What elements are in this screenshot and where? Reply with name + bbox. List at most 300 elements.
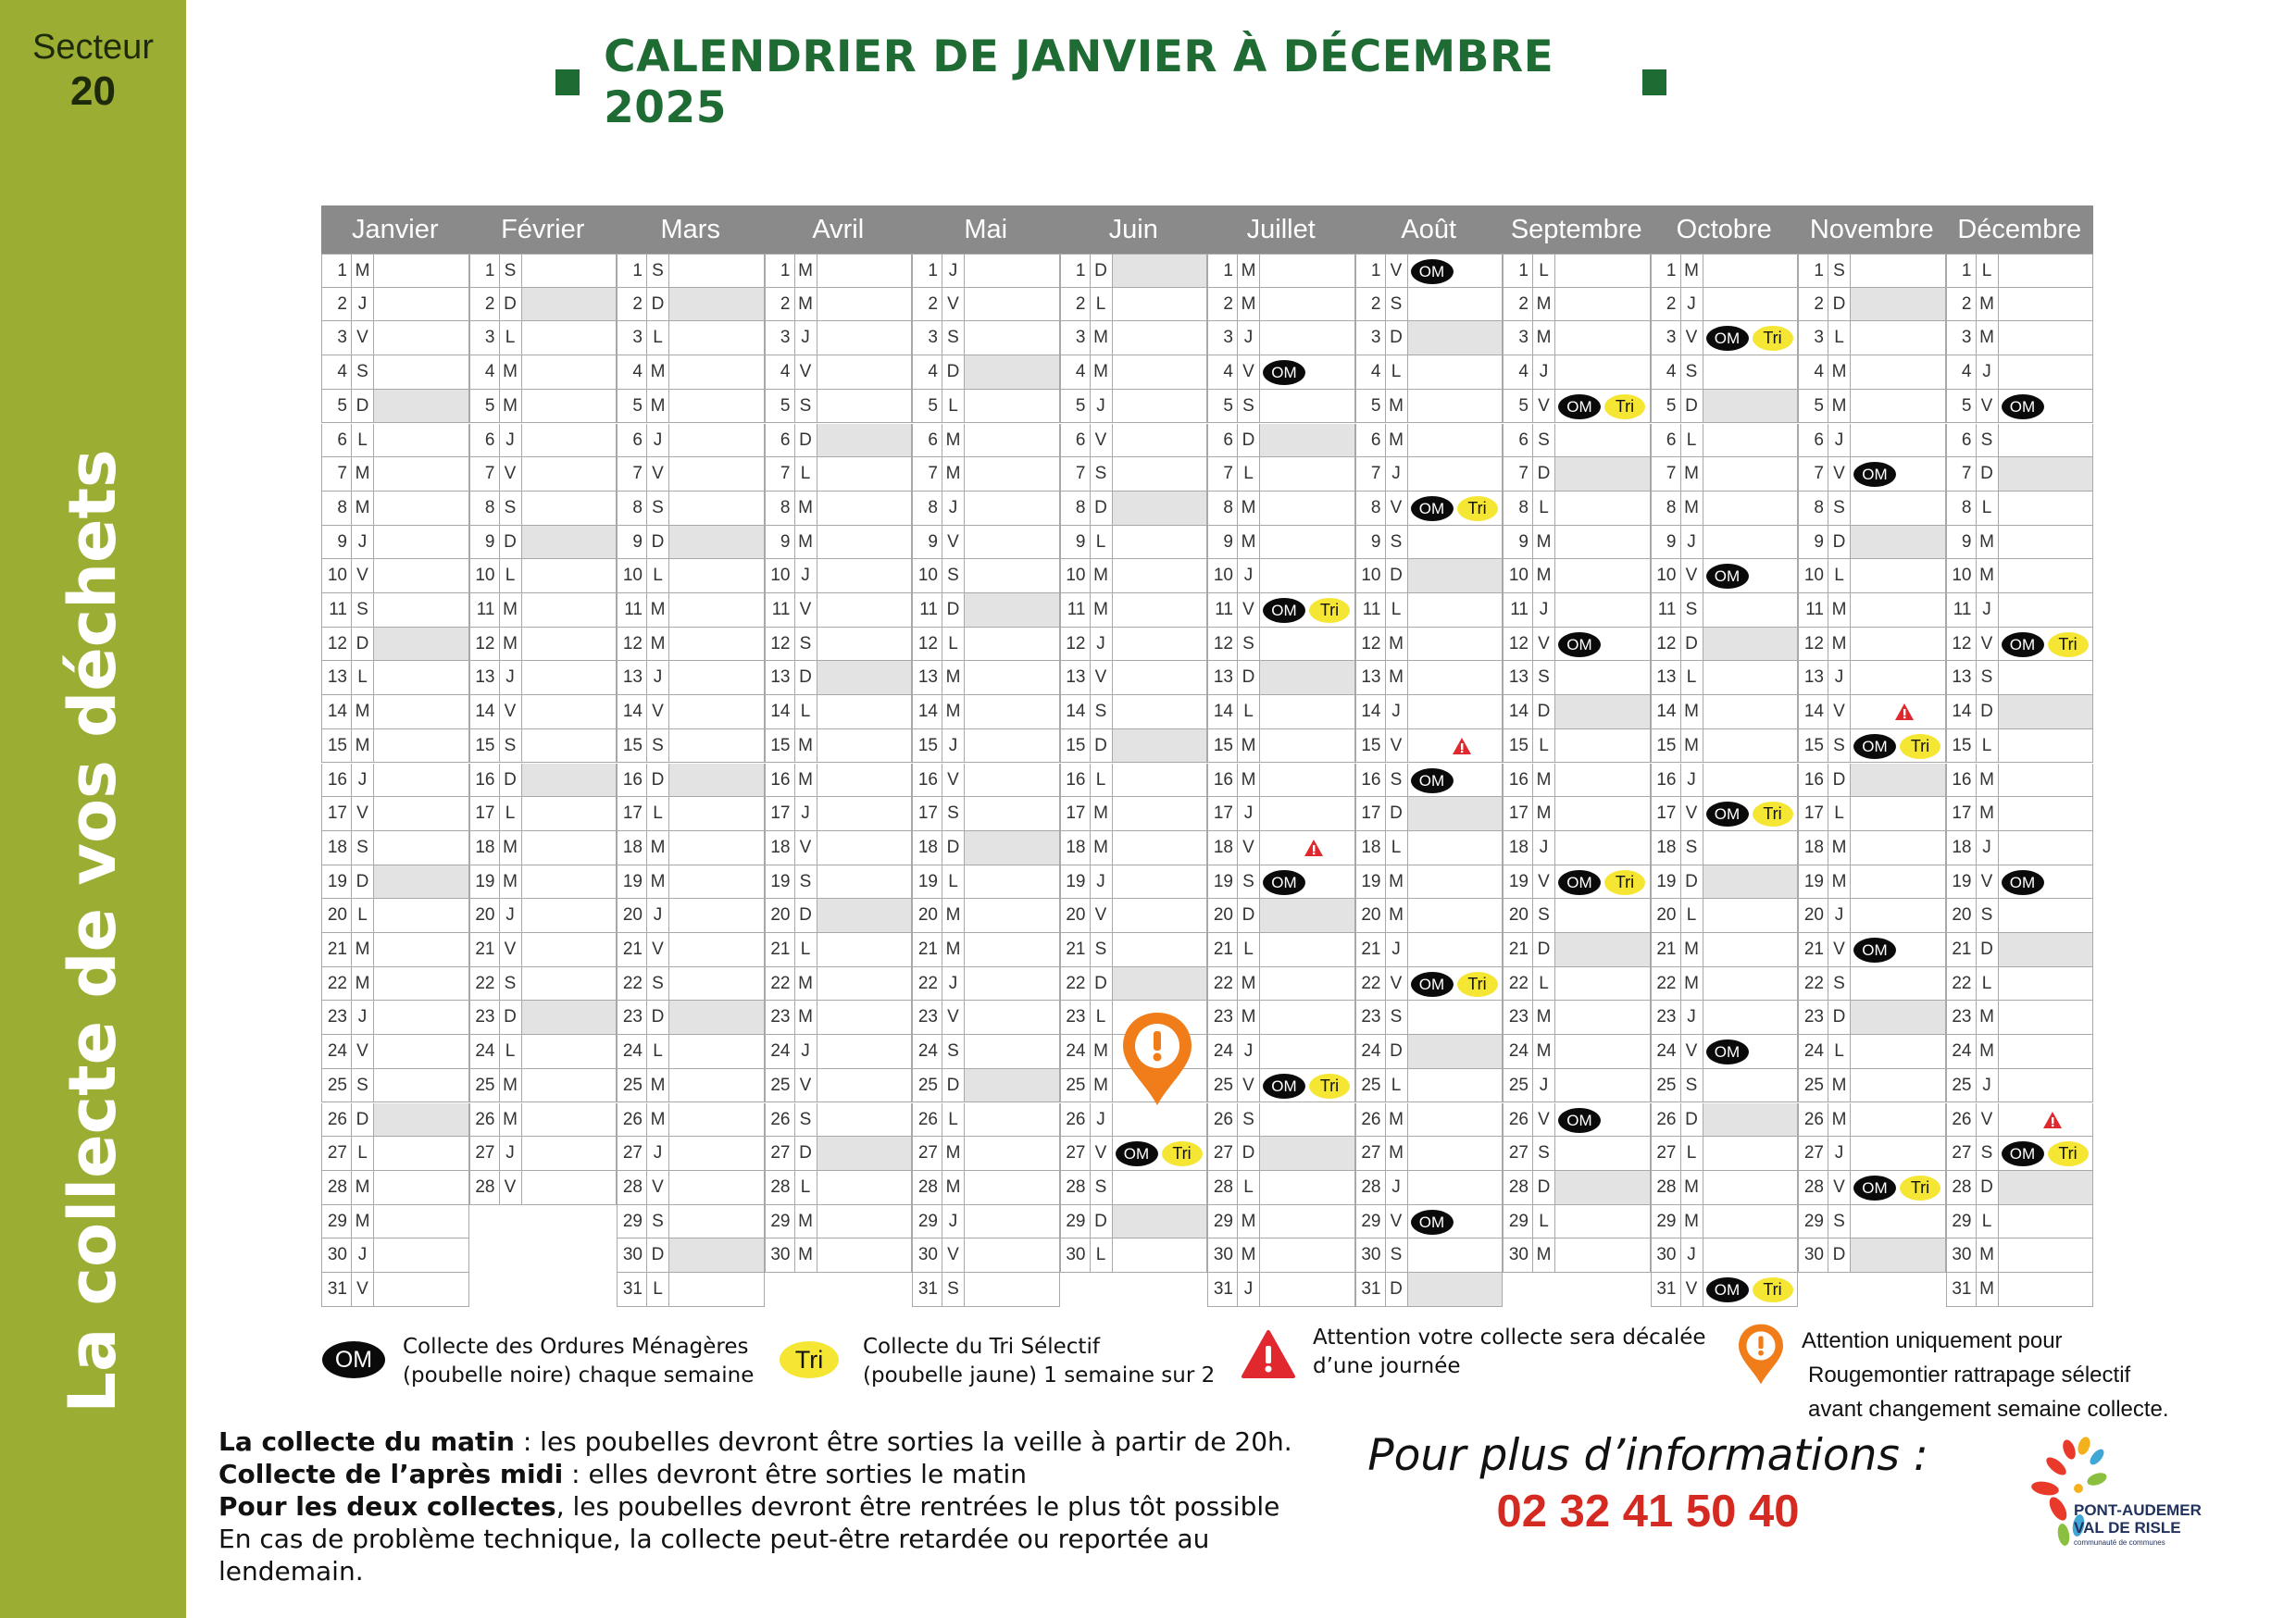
day-letter: J: [1681, 1001, 1703, 1034]
day-row: [1207, 288, 1355, 322]
day-row: [617, 1035, 765, 1069]
day-number: 25: [1798, 1069, 1828, 1102]
day-number: 2: [1355, 288, 1386, 321]
day-number: 21: [1651, 933, 1681, 966]
legend-pin-line1: Attention uniquement pour: [1802, 1328, 2063, 1353]
legend-om-badge: OM: [322, 1341, 385, 1378]
day-letter: L: [500, 1035, 522, 1068]
day-cell: [522, 457, 618, 491]
day-number: 11: [617, 593, 647, 627]
day-cell: [1555, 899, 1651, 932]
day-letter: V: [352, 1035, 374, 1068]
day-row: [617, 559, 765, 593]
day-row: [617, 899, 765, 933]
day-number: 16: [912, 764, 942, 797]
day-row: [1355, 865, 1504, 900]
day-number: 6: [1651, 424, 1681, 457]
day-letter: S: [795, 628, 817, 661]
day-number: 3: [1503, 321, 1533, 355]
day-row: [1946, 526, 2094, 560]
day-number: 15: [1355, 729, 1386, 763]
day-row: [1798, 526, 1946, 560]
day-number: 6: [765, 424, 795, 457]
day-row: [1946, 390, 2094, 424]
day-row: [1798, 933, 1946, 967]
day-number: 16: [617, 764, 647, 797]
day-number: 20: [1060, 899, 1091, 932]
day-cell: [1555, 457, 1651, 491]
day-row: [1651, 967, 1799, 1002]
day-cell: [1260, 1001, 1355, 1034]
day-cell: [1851, 288, 1946, 321]
om-badge: OM: [1853, 938, 1896, 963]
day-row: [1798, 865, 1946, 900]
day-cell: [669, 628, 765, 661]
day-cell: [1408, 559, 1504, 592]
day-letter: M: [647, 865, 669, 899]
day-cell: [1260, 1238, 1355, 1272]
day-row: [912, 628, 1060, 662]
day-letter: L: [795, 933, 817, 966]
day-row: [1207, 355, 1355, 390]
day-letter: L: [1533, 967, 1555, 1001]
day-row: [1503, 967, 1651, 1002]
day-cell: [1555, 967, 1651, 1001]
day-letter: M: [352, 1171, 374, 1204]
day-row: [912, 1238, 1060, 1273]
day-row: [1798, 321, 1946, 355]
day-letter: M: [1681, 457, 1703, 491]
day-number: 3: [1798, 321, 1828, 355]
day-letter: V: [1091, 899, 1113, 932]
day-letter: V: [1977, 865, 1999, 899]
day-cell: [1260, 526, 1355, 559]
day-number: 23: [617, 1001, 647, 1034]
day-cell: [817, 628, 913, 661]
day-number: 26: [1503, 1103, 1533, 1137]
day-number: 15: [617, 729, 647, 763]
day-number: 22: [1798, 967, 1828, 1001]
day-row: [1060, 526, 1208, 560]
om-badge: OM: [1116, 1141, 1158, 1166]
day-number: 8: [469, 492, 500, 525]
day-number: 30: [1651, 1238, 1681, 1272]
day-letter: L: [1977, 729, 1999, 763]
day-cell: [669, 492, 765, 525]
day-letter: M: [942, 1171, 965, 1204]
day-number: 20: [1503, 899, 1533, 932]
day-letter: D: [1681, 628, 1703, 661]
day-number: 20: [1798, 899, 1828, 932]
day-letter: J: [1091, 865, 1113, 899]
om-badge: OM: [1706, 1277, 1749, 1302]
day-number: 1: [1946, 255, 1977, 287]
day-letter: S: [1238, 628, 1260, 661]
day-letter: S: [1828, 492, 1851, 525]
day-number: 5: [617, 390, 647, 423]
day-cell: [669, 1171, 765, 1204]
note-both: Pour les deux collectes, les poubelles devront être rentrées le plus tôt possible: [218, 1491, 1280, 1522]
day-cell: [1113, 390, 1208, 423]
note-technical: En cas de problème technique, la collecte peut-être retardée ou reportée au lendemain.: [218, 1524, 1210, 1587]
day-row: [1503, 424, 1651, 458]
day-letter: V: [352, 559, 374, 592]
day-row: [469, 457, 618, 492]
day-number: 29: [765, 1205, 795, 1238]
day-number: 14: [469, 695, 500, 728]
day-cell: [1555, 492, 1651, 525]
day-number: 7: [1503, 457, 1533, 491]
day-cell: [1260, 967, 1355, 1001]
day-number: 6: [1798, 424, 1828, 457]
day-cell: [817, 1137, 913, 1170]
day-number: 17: [469, 797, 500, 830]
day-letter: J: [942, 729, 965, 763]
day-row: [1798, 457, 1946, 492]
day-row: [617, 933, 765, 967]
day-cell: [1703, 288, 1799, 321]
day-letter: V: [1533, 628, 1555, 661]
day-letter: D: [942, 831, 965, 865]
day-letter: M: [1977, 797, 1999, 830]
day-letter: L: [1238, 933, 1260, 966]
day-row: [765, 1103, 913, 1138]
day-number: 12: [1651, 628, 1681, 661]
day-letter: V: [647, 457, 669, 491]
day-cell: [374, 355, 469, 389]
day-row: [321, 628, 469, 662]
day-row: [765, 1069, 913, 1103]
day-row: [765, 390, 913, 424]
day-cell: [1555, 1069, 1651, 1102]
day-number: 10: [1060, 559, 1091, 592]
day-cell: [374, 729, 469, 763]
day-cell: [669, 1069, 765, 1102]
day-number: 14: [1651, 695, 1681, 728]
day-cell: [817, 661, 913, 694]
day-cell: [1555, 1035, 1651, 1068]
day-row: [1207, 1238, 1355, 1273]
day-row: [765, 661, 913, 695]
logo-line3: communauté de communes: [2074, 1538, 2165, 1547]
day-cell: [965, 899, 1060, 932]
day-letter: M: [352, 492, 374, 525]
day-letter: S: [942, 321, 965, 355]
day-cell: [1408, 628, 1504, 661]
day-number: 16: [1060, 764, 1091, 797]
day-letter: J: [942, 967, 965, 1001]
month-header: Juin: [1108, 215, 1158, 244]
om-badge: OM: [1706, 326, 1749, 351]
day-letter: L: [1238, 695, 1260, 728]
day-letter: L: [500, 797, 522, 830]
day-row: [1651, 1238, 1799, 1273]
day-number: 28: [1355, 1171, 1386, 1204]
day-number: 16: [321, 764, 352, 797]
day-number: 31: [912, 1273, 942, 1306]
day-letter: V: [795, 831, 817, 865]
day-letter: J: [1828, 1137, 1851, 1170]
day-letter: V: [1681, 1035, 1703, 1068]
title-square-left-icon: [555, 69, 580, 95]
day-cell: [1408, 797, 1504, 830]
day-number: 25: [1060, 1069, 1091, 1102]
day-number: 8: [912, 492, 942, 525]
day-letter: M: [1533, 526, 1555, 559]
day-cell: [374, 1238, 469, 1272]
day-row: [1207, 1103, 1355, 1138]
day-letter: S: [1386, 1238, 1408, 1272]
day-letter: S: [1386, 764, 1408, 797]
day-cell: [374, 967, 469, 1001]
day-letter: M: [1238, 764, 1260, 797]
day-number: 10: [1651, 559, 1681, 592]
day-cell: [522, 424, 618, 457]
day-number: 11: [1798, 593, 1828, 627]
day-cell: [1703, 729, 1799, 763]
day-letter: M: [1533, 559, 1555, 592]
day-cell: [1260, 288, 1355, 321]
day-number: 19: [1798, 865, 1828, 899]
day-cell: [1851, 764, 1946, 797]
day-row: [912, 933, 1060, 967]
day-number: 18: [1207, 831, 1238, 865]
day-cell: [1851, 492, 1946, 525]
day-cell: [1703, 1171, 1799, 1204]
day-cell: [374, 424, 469, 457]
day-number: 10: [321, 559, 352, 592]
day-cell: [1999, 593, 2094, 627]
day-cell: [1851, 899, 1946, 932]
day-number: 20: [321, 899, 352, 932]
day-row: [765, 559, 913, 593]
day-number: 6: [1355, 424, 1386, 457]
day-number: 12: [321, 628, 352, 661]
day-row: [1946, 321, 2094, 355]
day-cell: [1555, 797, 1651, 830]
day-cell: [1555, 933, 1651, 966]
day-number: 7: [321, 457, 352, 491]
day-letter: D: [1977, 695, 1999, 728]
day-row: [617, 1137, 765, 1171]
day-cell: [1260, 1137, 1355, 1170]
day-letter: M: [1977, 288, 1999, 321]
day-cell: [669, 288, 765, 321]
day-row: [1651, 797, 1799, 831]
day-letter: D: [1533, 457, 1555, 491]
day-row: [1355, 797, 1504, 831]
day-row: [1946, 764, 2094, 798]
day-number: 29: [1798, 1205, 1828, 1238]
day-letter: S: [942, 1035, 965, 1068]
day-letter: V: [1828, 457, 1851, 491]
day-cell: [1703, 831, 1799, 865]
day-letter: M: [1828, 355, 1851, 389]
day-cell: [1113, 967, 1208, 1001]
day-number: 21: [1946, 933, 1977, 966]
day-letter: D: [647, 764, 669, 797]
day-number: 8: [1060, 492, 1091, 525]
day-cell: [965, 559, 1060, 592]
day-letter: V: [1828, 1171, 1851, 1204]
month-header: Septembre: [1510, 215, 1642, 244]
day-letter: L: [647, 1273, 669, 1306]
day-letter: M: [1681, 729, 1703, 763]
day-letter: S: [1091, 1171, 1113, 1204]
day-row: [1651, 1171, 1799, 1205]
day-number: 6: [469, 424, 500, 457]
day-letter: M: [1533, 288, 1555, 321]
day-cell: [374, 1171, 469, 1204]
day-letter: M: [1828, 390, 1851, 423]
day-number: 17: [1946, 797, 1977, 830]
day-number: 16: [469, 764, 500, 797]
day-row: [321, 254, 469, 288]
day-number: 12: [1946, 628, 1977, 661]
day-number: 7: [1651, 457, 1681, 491]
day-row: [1355, 628, 1504, 662]
day-number: 16: [765, 764, 795, 797]
day-cell: [374, 526, 469, 559]
day-number: 4: [1207, 355, 1238, 389]
om-badge: OM: [1411, 768, 1454, 793]
day-letter: M: [795, 729, 817, 763]
day-cell: [1260, 457, 1355, 491]
day-letter: D: [795, 899, 817, 932]
day-row: [321, 288, 469, 322]
day-letter: J: [942, 255, 965, 287]
day-row: [1060, 729, 1208, 764]
day-number: 23: [1060, 1001, 1091, 1034]
day-letter: M: [1386, 1103, 1408, 1137]
day-letter: M: [1828, 1103, 1851, 1137]
day-cell: [374, 933, 469, 966]
day-letter: M: [1091, 593, 1113, 627]
day-row: [1651, 865, 1799, 900]
day-number: 26: [1060, 1103, 1091, 1137]
day-number: 29: [912, 1205, 942, 1238]
day-number: 11: [1503, 593, 1533, 627]
day-letter: D: [1386, 559, 1408, 592]
day-row: [1503, 764, 1651, 798]
day-number: 23: [912, 1001, 942, 1034]
day-number: 3: [469, 321, 500, 355]
day-row: [765, 355, 913, 390]
day-letter: M: [795, 967, 817, 1001]
day-row: [321, 593, 469, 628]
day-row: [1060, 288, 1208, 322]
day-letter: S: [1681, 593, 1703, 627]
day-number: 5: [321, 390, 352, 423]
day-row: [1207, 593, 1355, 628]
day-cell: [965, 764, 1060, 797]
day-row: [1798, 593, 1946, 628]
tri-badge: Tri: [1753, 802, 1793, 827]
day-number: 26: [1946, 1103, 1977, 1137]
day-cell: [817, 1238, 913, 1272]
day-cell: [1851, 1103, 1946, 1137]
day-number: 30: [1355, 1238, 1386, 1272]
day-row: [321, 457, 469, 492]
day-number: 26: [765, 1103, 795, 1137]
day-number: 24: [1060, 1035, 1091, 1068]
day-row: [765, 1035, 913, 1069]
day-row: [1503, 628, 1651, 662]
day-number: 5: [1651, 390, 1681, 423]
day-row: [1355, 288, 1504, 322]
day-cell: [1408, 1103, 1504, 1137]
om-badge: OM: [1263, 598, 1305, 623]
day-row: [1651, 1069, 1799, 1103]
day-number: 8: [321, 492, 352, 525]
day-letter: M: [500, 865, 522, 899]
legend-pin-line3: avant changement semaine collecte.: [1808, 1397, 2169, 1422]
day-number: 4: [321, 355, 352, 389]
day-cell: [1260, 933, 1355, 966]
day-number: 12: [469, 628, 500, 661]
day-number: 27: [1207, 1137, 1238, 1170]
day-row: [1946, 288, 2094, 322]
day-number: 12: [1207, 628, 1238, 661]
day-letter: M: [352, 457, 374, 491]
day-letter: M: [942, 933, 965, 966]
day-number: 15: [1798, 729, 1828, 763]
day-row: [1798, 424, 1946, 458]
day-row: [469, 593, 618, 628]
day-cell: [965, 1103, 1060, 1137]
day-cell: [522, 865, 618, 899]
day-row: [1207, 390, 1355, 424]
day-number: 4: [1503, 355, 1533, 389]
day-number: 26: [617, 1103, 647, 1137]
day-row: [469, 764, 618, 798]
day-letter: M: [647, 1103, 669, 1137]
day-cell: [1999, 355, 2094, 389]
day-letter: D: [1238, 424, 1260, 457]
day-row: [1355, 1137, 1504, 1171]
day-cell: [965, 1137, 1060, 1170]
day-row: [912, 1137, 1060, 1171]
day-cell: [374, 390, 469, 423]
day-row: [321, 729, 469, 764]
day-letter: J: [1386, 695, 1408, 728]
day-row: [1207, 1001, 1355, 1035]
day-letter: M: [1091, 321, 1113, 355]
day-cell: [1260, 1273, 1355, 1306]
legend-pin-line2: Rougemontier rattrapage sélectif: [1808, 1363, 2131, 1388]
day-row: [765, 695, 913, 729]
day-letter: S: [795, 390, 817, 423]
om-badge: OM: [1853, 1176, 1896, 1201]
day-cell: [1113, 899, 1208, 932]
day-row: [912, 797, 1060, 831]
calendar-body: [321, 254, 2093, 1307]
day-row: [1355, 1103, 1504, 1138]
day-row: [617, 695, 765, 729]
day-row: [1207, 1035, 1355, 1069]
day-cell: [817, 1069, 913, 1102]
day-row: [912, 559, 1060, 593]
day-letter: V: [1238, 593, 1260, 627]
day-number: 27: [321, 1137, 352, 1170]
day-cell: [817, 255, 913, 287]
day-letter: S: [1533, 1137, 1555, 1170]
day-cell: [1408, 865, 1504, 899]
day-letter: D: [1681, 390, 1703, 423]
om-badge: OM: [1706, 564, 1749, 589]
day-row: [1503, 865, 1651, 900]
day-letter: M: [1977, 526, 1999, 559]
